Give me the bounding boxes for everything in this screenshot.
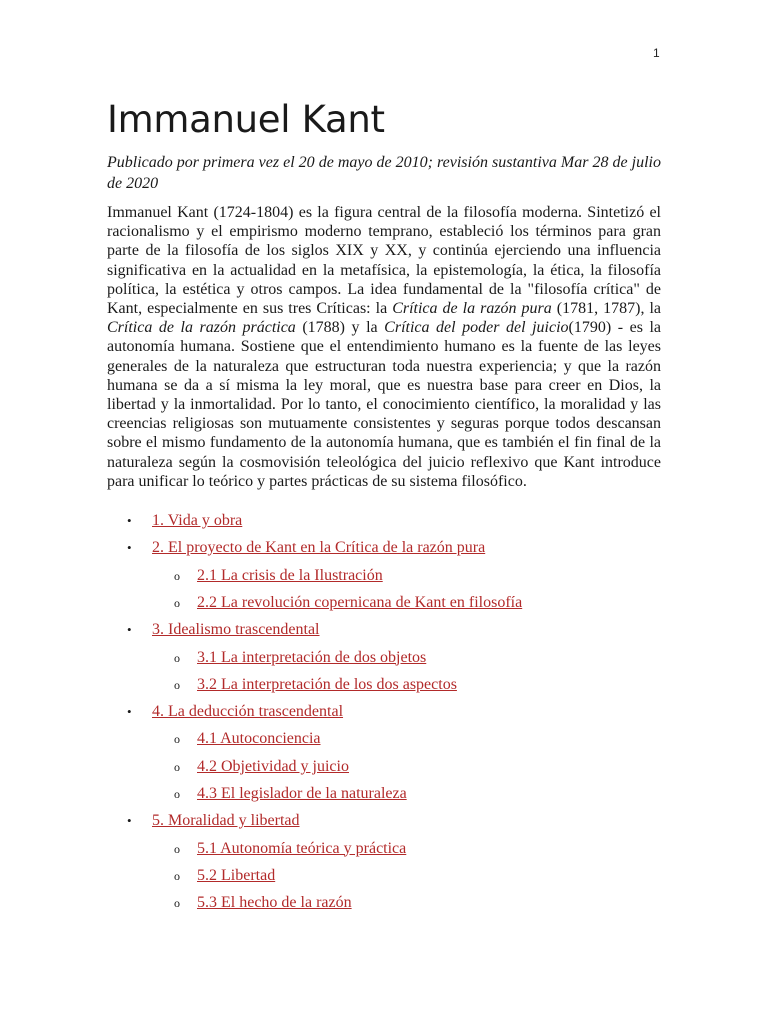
toc-subitem [152,671,661,698]
toc-sublink[interactable]: 5.1 Autonomía teórica y práctica [197,839,407,857]
circle-bullet-icon: o [174,841,180,856]
page-title: Immanuel Kant [107,98,385,141]
toc-sublink[interactable]: 2.1 La crisis de la Ilustración [197,566,383,584]
toc-sublist [152,835,661,917]
toc-sublink[interactable]: 4.3 El legislador de la naturaleza [197,785,407,803]
toc-sublist [152,725,661,807]
circle-bullet-icon: o [174,732,180,747]
work-title-practical-reason: Crítica de la razón práctica [107,319,296,337]
toc-item [107,616,661,698]
toc-link[interactable]: 5. Moralidad y libertad [152,812,300,830]
toc-subitem [152,644,661,671]
toc-sublink[interactable]: 5.2 Libertad [197,866,276,884]
toc-sublink[interactable]: 3.2 La interpretación de los dos aspectos [197,675,457,693]
bullet-icon: • [127,540,132,556]
bullet-icon: • [127,813,132,829]
bullet-icon: • [127,704,132,720]
toc-subitem [152,835,661,862]
toc-sublist [152,644,661,699]
toc-link[interactable]: 4. La deducción trascendental [152,703,344,721]
circle-bullet-icon: o [174,896,180,911]
circle-bullet-icon: o [174,568,180,583]
circle-bullet-icon: o [174,650,180,665]
document-body [107,94,661,917]
toc-link[interactable]: 2. El proyecto de Kant en la Crítica de la razón pura [152,539,486,557]
toc-sublink[interactable]: 5.3 El hecho de la razón [197,894,352,912]
toc-subitem [152,889,661,916]
toc-item [107,534,661,616]
toc-item [107,507,661,534]
abstract-text: (1790) - es la autonomía humana. Sostiene que el entendimiento humano es la fuente de las leyes generales de la naturaleza que estructuran toda nuestra experiencia; y que la razón humana se da a sí misma la ley moral, que es nuestra base para creer en Dios, la libertad y la inmortalidad. Por lo tanto, el conocimiento científico, la moralidad y las creencias religiosas son mutuamente consistentes y seguras porque todos descansan sobre el mismo fundamento de la autonomía humana, que es también el fin final de la naturaleza según la cosmovisión teleológica del juicio reflexivo que Kant introduce para unificar lo teórico y partes prácticas de su sistema filosófico. [107,319,662,490]
toc-sublink[interactable]: 2.2 La revolución copernicana de Kant en filosofía [197,593,523,611]
publication-info: Publicado por primera vez el 20 de mayo de 2010; revisión sustantiva Mar 28 de julio de 2020 [107,154,661,192]
work-title-judgment: Crítica del poder del juicio [384,319,569,337]
toc-subitem [152,862,661,889]
page-number: 1 [653,46,660,60]
toc-sublink[interactable]: 4.1 Autoconciencia [197,730,321,748]
toc-link[interactable]: 1. Vida y obra [152,512,243,530]
toc-subitem [152,725,661,752]
table-of-contents [107,507,661,916]
circle-bullet-icon: o [174,787,180,802]
circle-bullet-icon: o [174,595,180,610]
toc-item [107,698,661,807]
toc-subitem [152,562,661,589]
circle-bullet-icon: o [174,759,180,774]
toc-subitem [152,780,661,807]
abstract-paragraph [107,203,661,491]
bullet-icon: • [127,513,132,529]
work-title-pure-reason: Crítica de la razón pura [392,300,552,318]
circle-bullet-icon: o [174,677,180,692]
circle-bullet-icon: o [174,868,180,883]
toc-link[interactable]: 3. Idealismo trascendental [152,621,320,639]
toc-subitem [152,589,661,616]
toc-sublink[interactable]: 3.1 La interpretación de dos objetos [197,648,427,666]
abstract-text: (1781, 1787), la [551,300,662,318]
toc-subitem [152,753,661,780]
abstract-text: Immanuel Kant (1724-1804) es la figura central de la filosofía moderna. Sintetizó el racionalismo y el empirismo moderno temprano, estableció los términos para gran parte de la filosofía de los siglos XIX y XX, y continúa ejerciendo una influencia significativa en la actualidad en la metafísica, la epistemología, la ética, la filosofía política, la estética y otros campos. La idea fundamental de la "filosofía crítica" de Kant, especialmente en sus tres Críticas: la [107,204,661,318]
toc-sublist [152,562,661,617]
bullet-icon: • [127,622,132,638]
toc-item [107,807,661,916]
abstract-text: (1788) y la [295,319,385,337]
toc-sublink[interactable]: 4.2 Objetividad y juicio [197,757,349,775]
